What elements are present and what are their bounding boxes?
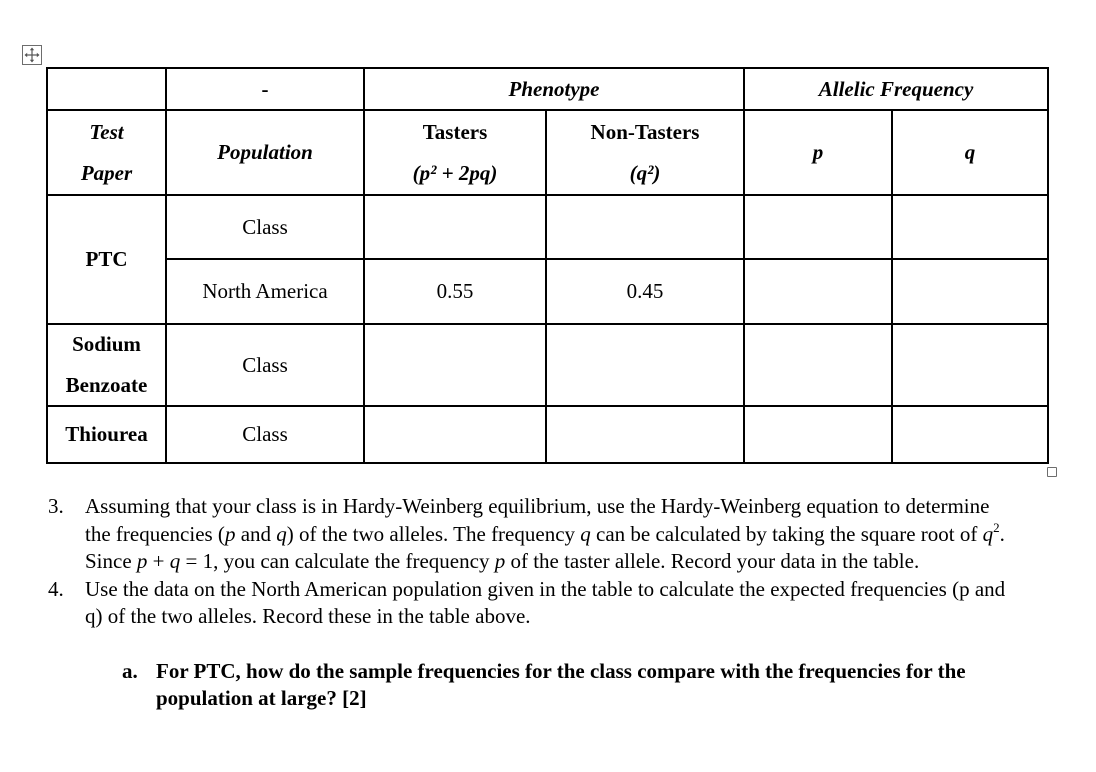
sodium-q-cell[interactable] <box>892 324 1048 406</box>
question-4 <box>48 576 1008 631</box>
sodium-tasters-cell[interactable] <box>364 324 546 406</box>
ptc-na-p-cell[interactable] <box>744 259 892 324</box>
blank-dash-cell[interactable] <box>166 68 364 110</box>
sodium-benzoate-label-cell[interactable]: Sodium Benzoate <box>47 324 166 406</box>
question-number: 3. <box>48 494 64 518</box>
table-header-row-2 <box>47 110 1048 195</box>
table-row <box>47 259 1048 324</box>
q-header[interactable]: q <box>892 110 1048 195</box>
move-icon <box>24 47 40 63</box>
thiourea-non-tasters-cell[interactable] <box>546 406 744 463</box>
ptc-class-p-cell[interactable] <box>744 195 892 259</box>
table-header-row-1 <box>47 68 1048 110</box>
p-header[interactable]: p <box>744 110 892 195</box>
question-4a-text: For PTC, how do the sample frequencies for the class compare with the frequencies for the population at large? [2] <box>156 658 966 710</box>
ptc-na-q-cell[interactable] <box>892 259 1048 324</box>
ptc-na-non-tasters-cell[interactable]: 0.45 <box>546 259 744 324</box>
question-3-text: Assuming that your class is in Hardy-Weinberg equilibrium, use the Hardy-Weinberg equation to determine the frequencies (p and q) of the two alleles. The frequency q can be calculated by taking the square root of $q^2$. Since p + q = 1, you can calculate the frequency p of the taster allele. Record your data in the table. <box>85 494 1005 573</box>
table-row <box>47 406 1048 463</box>
questions-section <box>48 493 1008 713</box>
thiourea-label-cell[interactable]: Thiourea <box>47 406 166 463</box>
sodium-non-tasters-cell[interactable] <box>546 324 744 406</box>
phenotype-header[interactable]: Phenotype <box>364 68 744 110</box>
question-4a <box>122 658 1008 713</box>
sodium-class-cell[interactable]: Class <box>166 324 364 406</box>
allelic-frequency-header[interactable]: Allelic Frequency <box>744 68 1048 110</box>
allele-frequency-table <box>46 67 1049 464</box>
ptc-na-tasters-cell[interactable]: 0.55 <box>364 259 546 324</box>
question-number: a. <box>122 658 138 683</box>
thiourea-tasters-cell[interactable] <box>364 406 546 463</box>
population-header[interactable]: Population <box>166 110 364 195</box>
thiourea-class-cell[interactable]: Class <box>166 406 364 463</box>
ptc-class-q-cell[interactable] <box>892 195 1048 259</box>
ptc-north-america-cell[interactable]: North America <box>166 259 364 324</box>
blank-corner-cell[interactable] <box>47 68 166 110</box>
tasters-header[interactable]: Tasters (p² + 2pq) <box>364 110 546 195</box>
ptc-class-non-tasters-cell[interactable] <box>546 195 744 259</box>
non-tasters-header[interactable]: Non-Tasters (q²) <box>546 110 744 195</box>
ptc-label-cell[interactable]: PTC <box>47 195 166 324</box>
table-row <box>47 195 1048 259</box>
dash-text: - <box>261 76 269 101</box>
thiourea-p-cell[interactable] <box>744 406 892 463</box>
thiourea-q-cell[interactable] <box>892 406 1048 463</box>
table-resize-handle[interactable] <box>1047 467 1057 477</box>
table-move-handle[interactable] <box>22 45 42 65</box>
sodium-p-cell[interactable] <box>744 324 892 406</box>
ptc-class-tasters-cell[interactable] <box>364 195 546 259</box>
question-number: 4. <box>48 576 64 601</box>
table-row <box>47 324 1048 406</box>
question-4-text: Use the data on the North American population given in the table to calculate the expected frequencies (p and q) of the two alleles. Record these in the table above. <box>85 576 1006 628</box>
question-3 <box>48 493 1008 576</box>
ptc-class-cell[interactable]: Class <box>166 195 364 259</box>
test-paper-header[interactable]: Test Paper <box>47 110 166 195</box>
